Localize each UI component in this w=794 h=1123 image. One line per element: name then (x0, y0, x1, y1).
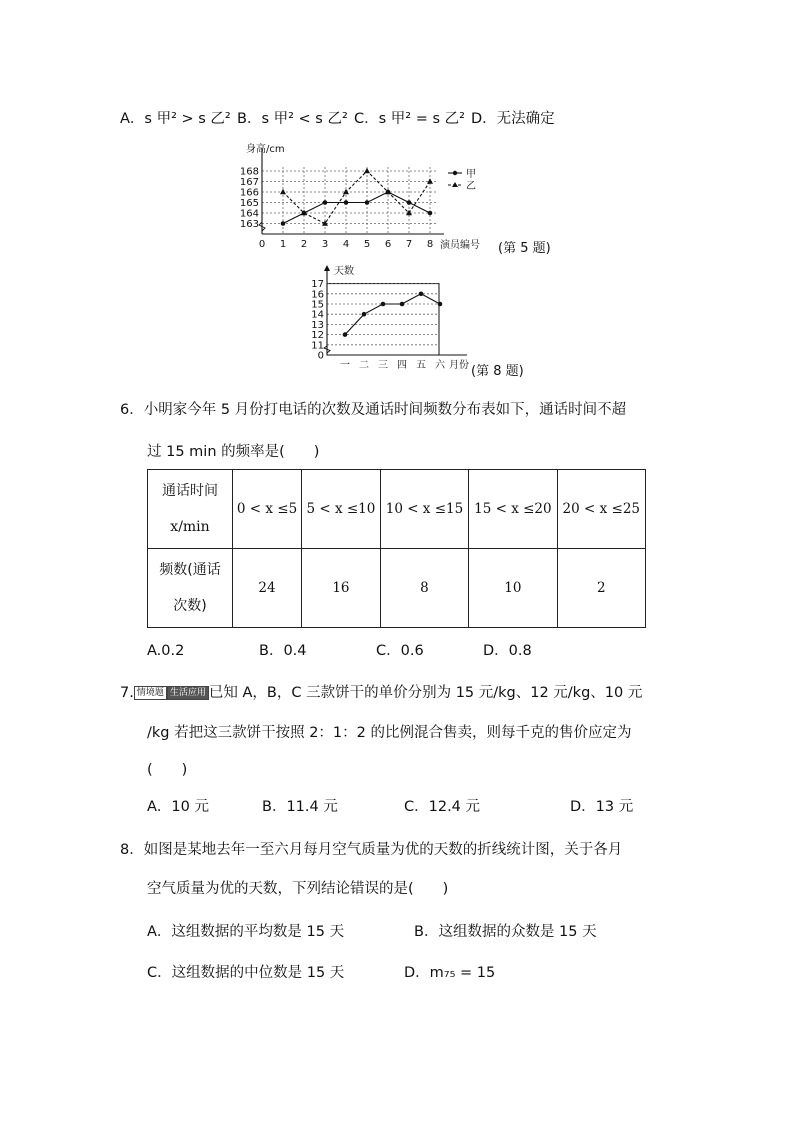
data-point (365, 200, 370, 205)
x-axis-label: 月份 (449, 360, 469, 371)
data-point (343, 189, 349, 194)
y-tick-label: 164 (239, 208, 259, 220)
count-cell: 24 (233, 549, 302, 628)
data-point (400, 302, 405, 307)
row1-head-a: 通话时间 (162, 483, 218, 499)
height-line-chart (236, 140, 566, 265)
x-tick-label: 2 (300, 239, 308, 250)
figure-caption: (第 5 题) (498, 241, 551, 256)
data-point (438, 302, 443, 307)
q7-text: 已知 A，B，C 三款饼干的单价分别为 15 元/kg、12 元/kg、10 元 (208, 685, 643, 701)
y-tick-label: 167 (239, 177, 259, 188)
q7-number: 7. (120, 685, 134, 701)
q4-option-c: C．s 甲² = s 乙² (354, 111, 465, 127)
y-axis-label: 天数 (334, 266, 354, 277)
x-tick-label: 一 (340, 360, 350, 371)
data-point (427, 178, 433, 183)
series-line-2 (283, 171, 430, 224)
table-header-cell (148, 549, 233, 628)
q8-stem-line2: 空气质量为优的天数，下列结论错误的是( ) (147, 881, 449, 897)
data-point (280, 189, 286, 194)
q7-option-d: D．13 元 (570, 799, 634, 815)
q8-stem-line1: 8．如图是某地去年一至六月每月空气质量为优的天数的折线统计图，关于各月 (120, 842, 623, 858)
range-cell: 20 < x ≤25 (557, 470, 645, 549)
x-tick-label: 5 (363, 239, 371, 250)
q7-stem-line1 (120, 686, 642, 701)
legend-label-1: 甲 (466, 169, 476, 180)
q8-option-c: C．这组数据的中位数是 15 天 (147, 965, 345, 981)
y-tick-label: 13 (311, 319, 324, 331)
y-tick-label: 14 (311, 309, 324, 321)
row2-head-b: 次数) (173, 598, 207, 614)
y-axis-arrow (324, 265, 330, 271)
data-point (344, 200, 349, 205)
q7-option-c: C．12.4 元 (404, 799, 481, 815)
count-cell: 2 (557, 549, 645, 628)
x-tick-label: 3 (321, 239, 329, 250)
q6-stem-line1: 6．小明家今年 5 月份打电话的次数及通话时间频数分布表如下，通话时间不超 (120, 402, 627, 418)
table-header-cell (148, 470, 233, 549)
count-cell: 10 (469, 549, 557, 628)
q4-option-a: A．s 甲² > s 乙² (120, 111, 231, 127)
life-application-tag: 生活应用 (167, 686, 209, 700)
q4-option-b: B．s 甲² < s 乙² (237, 111, 348, 127)
q6-option-b: B．0.4 (259, 643, 307, 659)
q6-option-d: D．0.8 (483, 643, 532, 659)
legend-marker-2 (452, 182, 458, 187)
q7-option-a: A．10 元 (147, 799, 209, 815)
x-tick-label: 四 (397, 360, 407, 371)
data-point (362, 312, 367, 317)
series-line-1 (283, 192, 430, 224)
count-cell: 8 (380, 549, 468, 628)
x-tick-label: 三 (378, 360, 388, 371)
y-tick-label: 17 (311, 279, 324, 291)
data-point (407, 200, 412, 205)
q4-option-d: D．无法确定 (471, 111, 555, 127)
data-point (281, 221, 286, 226)
legend-label-2: 乙 (466, 181, 476, 192)
x-tick-label: 8 (426, 239, 434, 250)
y-tick-label: 165 (239, 198, 259, 209)
data-point (419, 292, 424, 297)
row1-head-b: x/min (170, 519, 210, 535)
x-axis-label: 演员编号 (440, 240, 480, 251)
q8-option-b: B．这组数据的众数是 15 天 (414, 924, 597, 940)
frequency-table (147, 469, 646, 628)
x-tick-label: 0 (258, 239, 266, 250)
q7-option-b: B．11.4 元 (262, 799, 338, 815)
x-tick-label: 1 (279, 239, 287, 250)
range-cell: 15 < x ≤20 (469, 470, 557, 549)
y-tick-label: 0 (317, 350, 324, 362)
q6-stem-line2: 过 15 min 的频率是( ) (147, 444, 320, 460)
y-tick-label: 16 (311, 289, 324, 301)
figure-caption: (第 8 题) (471, 364, 524, 379)
y-tick-label: 168 (239, 166, 259, 178)
data-point (343, 332, 348, 337)
x-tick-label: 7 (405, 239, 413, 250)
x-tick-label: 六 (435, 360, 445, 371)
data-point (381, 302, 386, 307)
q7-stem-line3: ( ) (147, 762, 188, 778)
y-tick-label: 12 (311, 330, 324, 342)
count-cell: 16 (302, 549, 381, 628)
range-cell: 5 < x ≤10 (302, 470, 381, 549)
y-tick-label: 15 (311, 299, 324, 311)
y-tick-label: 163 (239, 219, 259, 230)
x-tick-label: 二 (359, 360, 369, 371)
range-cell: 0 < x ≤5 (233, 470, 302, 549)
y-tick-label: 166 (239, 187, 259, 199)
y-axis-label: 身高/cm (246, 144, 285, 155)
x-tick-label: 6 (384, 239, 392, 250)
data-point (428, 211, 433, 216)
q8-option-d: D．m₇₅ = 15 (404, 965, 496, 981)
good-air-days-line-chart (305, 262, 545, 382)
data-point (323, 200, 328, 205)
range-cell: 10 < x ≤15 (380, 470, 468, 549)
legend-marker-1 (453, 171, 457, 175)
table-row (148, 549, 646, 628)
y-tick-label: 11 (311, 340, 324, 352)
scenario-tag: 情境题 (134, 686, 167, 700)
table-row (148, 470, 646, 549)
row2-head-a: 频数(通话 (159, 562, 221, 578)
x-tick-label: 五 (416, 360, 426, 371)
q8-option-a: A．这组数据的平均数是 15 天 (147, 924, 345, 940)
q7-stem-line2: /kg 若把这三款饼干按照 2：1：2 的比例混合售卖，则每千克的售价应定为 (147, 725, 632, 741)
data-point (364, 168, 370, 173)
q6-option-c: C．0.6 (376, 643, 424, 659)
x-tick-label: 4 (342, 239, 350, 250)
q6-option-a: A.0.2 (147, 643, 185, 659)
